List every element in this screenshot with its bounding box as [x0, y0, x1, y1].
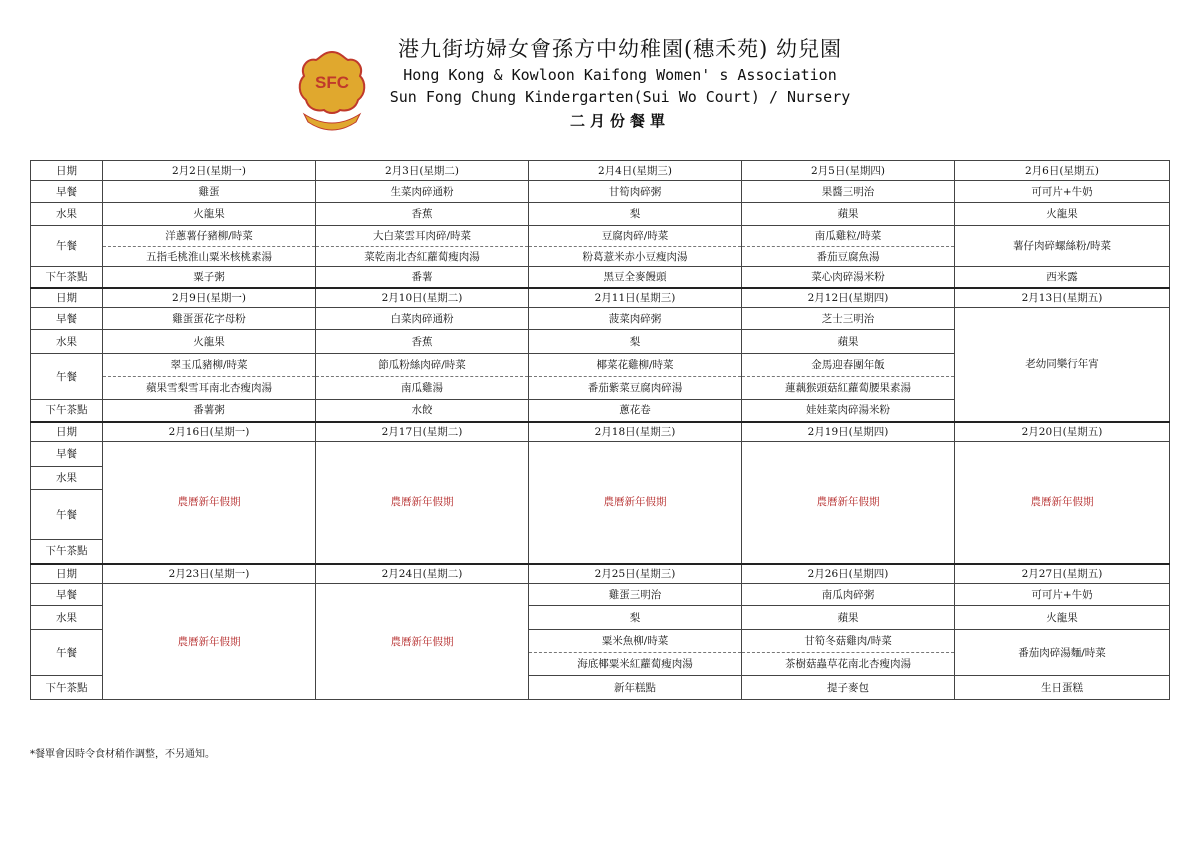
friday-event-cell: 老幼同樂行年宵	[955, 308, 1170, 422]
lunch-soup-cell: 海底椰粟米紅蘿蔔瘦肉湯	[529, 653, 742, 676]
fruit-cell: 蘋果	[742, 606, 955, 630]
label-breakfast: 早餐	[31, 181, 103, 203]
week2-date-row	[31, 288, 1170, 308]
fruit-cell: 火龍果	[103, 203, 316, 226]
label-fruit: 水果	[31, 467, 103, 490]
breakfast-cell: 可可片+牛奶	[955, 584, 1170, 606]
breakfast-cell: 菠菜肉碎粥	[529, 308, 742, 330]
fruit-cell: 梨	[529, 203, 742, 226]
lunch-soup-cell: 粉葛薏米赤小豆瘦肉湯	[529, 247, 742, 267]
snack-cell: 水餃	[316, 400, 529, 422]
fruit-cell: 蘋果	[742, 330, 955, 354]
lunch-friday-cell: 薯仔肉碎螺絲粉/時菜	[955, 226, 1170, 267]
menu-title: 二月份餐單	[569, 112, 670, 130]
week4-date-row	[31, 564, 1170, 584]
holiday-cell: 農曆新年假期	[316, 584, 529, 700]
lunch-soup-cell: 蘋果雪梨雪耳南北杏瘦肉湯	[103, 377, 316, 400]
week1-date-row	[31, 161, 1170, 181]
label-snack: 下午茶點	[31, 676, 103, 700]
lunch-main-cell: 節瓜粉絲肉碎/時菜	[316, 354, 529, 377]
label-snack: 下午茶點	[31, 540, 103, 564]
label-lunch: 午餐	[31, 226, 103, 267]
school-name-en-2: Sun Fong Chung Kindergarten(Sui Wo Court) / Nursery	[389, 88, 851, 106]
week3-breakfast-row	[31, 442, 1170, 467]
snack-cell: 新年糕點	[529, 676, 742, 700]
label-fruit: 水果	[31, 203, 103, 226]
label-breakfast: 早餐	[31, 584, 103, 606]
menu-table	[30, 160, 1170, 700]
lunch-main-cell: 豆腐肉碎/時菜	[529, 226, 742, 247]
school-name-cn: 港九街坊婦女會孫方中幼稚園(穗禾苑) 幼兒園	[397, 37, 843, 61]
label-snack: 下午茶點	[31, 267, 103, 288]
week1-fruit-row	[31, 203, 1170, 226]
label-breakfast: 早餐	[31, 442, 103, 467]
snack-cell: 番薯粥	[103, 400, 316, 422]
lunch-soup-cell: 番茄豆腐魚湯	[742, 247, 955, 267]
breakfast-cell: 雞蛋	[103, 181, 316, 203]
snack-cell: 提子麥包	[742, 676, 955, 700]
snack-cell: 娃娃菜肉碎湯米粉	[742, 400, 955, 422]
date-cell: 2月17日(星期二)	[316, 422, 529, 442]
snack-cell: 蔥花卷	[529, 400, 742, 422]
lunch-soup-cell: 蓮藕猴頭菇紅蘿蔔腰果素湯	[742, 377, 955, 400]
week4-breakfast-row	[31, 584, 1170, 606]
date-cell: 2月10日(星期二)	[316, 288, 529, 308]
week2-breakfast-row	[31, 308, 1170, 330]
date-cell: 2月18日(星期三)	[529, 422, 742, 442]
fruit-cell: 香蕉	[316, 330, 529, 354]
school-name-en-1: Hong Kong & Kowloon Kaifong Women' s Association	[403, 66, 837, 84]
title-block	[380, 34, 860, 134]
lunch-main-cell: 翠玉瓜豬柳/時菜	[103, 354, 316, 377]
lunch-main-cell: 粟米魚柳/時菜	[529, 630, 742, 653]
date-cell: 2月19日(星期四)	[742, 422, 955, 442]
label-snack: 下午茶點	[31, 400, 103, 422]
label-date: 日期	[31, 422, 103, 442]
footnote: *餐單會因時令食材稍作調整，不另通知。	[30, 749, 215, 760]
week1-snack-row	[31, 267, 1170, 288]
label-lunch: 午餐	[31, 354, 103, 400]
breakfast-cell: 甘筍肉碎粥	[529, 181, 742, 203]
label-fruit: 水果	[31, 606, 103, 630]
date-cell: 2月26日(星期四)	[742, 564, 955, 584]
label-lunch: 午餐	[31, 490, 103, 540]
holiday-cell: 農曆新年假期	[742, 442, 955, 564]
label-fruit: 水果	[31, 330, 103, 354]
holiday-cell: 農曆新年假期	[103, 584, 316, 700]
logo-text: SFC	[315, 73, 349, 92]
date-cell: 2月25日(星期三)	[529, 564, 742, 584]
breakfast-cell: 芝士三明治	[742, 308, 955, 330]
fruit-cell: 火龍果	[103, 330, 316, 354]
date-cell: 2月12日(星期四)	[742, 288, 955, 308]
lunch-friday-cell: 番茄肉碎湯麵/時菜	[955, 630, 1170, 676]
snack-cell: 生日蛋糕	[955, 676, 1170, 700]
school-logo-icon	[296, 48, 368, 136]
fruit-cell: 火龍果	[955, 606, 1170, 630]
week3-date-row	[31, 422, 1170, 442]
lunch-soup-cell: 南瓜雞湯	[316, 377, 529, 400]
breakfast-cell: 雞蛋蛋花字母粉	[103, 308, 316, 330]
holiday-cell: 農曆新年假期	[103, 442, 316, 564]
lunch-main-cell: 甘筍冬菇雞肉/時菜	[742, 630, 955, 653]
date-cell: 2月24日(星期二)	[316, 564, 529, 584]
fruit-cell: 梨	[529, 606, 742, 630]
fruit-cell: 梨	[529, 330, 742, 354]
lunch-main-cell: 洋蔥薯仔豬柳/時菜	[103, 226, 316, 247]
label-date: 日期	[31, 161, 103, 181]
label-breakfast: 早餐	[31, 308, 103, 330]
snack-cell: 黑豆全麥饅頭	[529, 267, 742, 288]
snack-cell: 菜心肉碎湯米粉	[742, 267, 955, 288]
date-cell: 2月4日(星期三)	[529, 161, 742, 181]
date-cell: 2月3日(星期二)	[316, 161, 529, 181]
date-cell: 2月23日(星期一)	[103, 564, 316, 584]
holiday-cell: 農曆新年假期	[529, 442, 742, 564]
breakfast-cell: 生菜肉碎通粉	[316, 181, 529, 203]
snack-cell: 粟子粥	[103, 267, 316, 288]
breakfast-cell: 果醬三明治	[742, 181, 955, 203]
date-cell: 2月5日(星期四)	[742, 161, 955, 181]
date-cell: 2月9日(星期一)	[103, 288, 316, 308]
breakfast-cell: 白菜肉碎通粉	[316, 308, 529, 330]
date-cell: 2月11日(星期三)	[529, 288, 742, 308]
label-lunch: 午餐	[31, 630, 103, 676]
week1-lunch-row-a	[31, 226, 1170, 247]
week1-breakfast-row	[31, 181, 1170, 203]
holiday-cell: 農曆新年假期	[955, 442, 1170, 564]
lunch-soup-cell: 番茄紫菜豆腐肉碎湯	[529, 377, 742, 400]
date-cell: 2月6日(星期五)	[955, 161, 1170, 181]
date-cell: 2月20日(星期五)	[955, 422, 1170, 442]
date-cell: 2月16日(星期一)	[103, 422, 316, 442]
page-header	[0, 30, 1200, 140]
fruit-cell: 香蕉	[316, 203, 529, 226]
holiday-cell: 農曆新年假期	[316, 442, 529, 564]
lunch-main-cell: 南瓜雞粒/時菜	[742, 226, 955, 247]
label-date: 日期	[31, 564, 103, 584]
lunch-soup-cell: 五指毛桃淮山粟米核桃素湯	[103, 247, 316, 267]
breakfast-cell: 南瓜肉碎粥	[742, 584, 955, 606]
date-cell: 2月13日(星期五)	[955, 288, 1170, 308]
lunch-main-cell: 椰菜花雞柳/時菜	[529, 354, 742, 377]
snack-cell: 番薯	[316, 267, 529, 288]
snack-cell: 西米露	[955, 267, 1170, 288]
lunch-main-cell: 大白菜雲耳肉碎/時菜	[316, 226, 529, 247]
fruit-cell: 蘋果	[742, 203, 955, 226]
lunch-soup-cell: 茶樹菇蟲草花南北杏瘦肉湯	[742, 653, 955, 676]
label-date: 日期	[31, 288, 103, 308]
date-cell: 2月27日(星期五)	[955, 564, 1170, 584]
breakfast-cell: 雞蛋三明治	[529, 584, 742, 606]
date-cell: 2月2日(星期一)	[103, 161, 316, 181]
lunch-main-cell: 金馬迎春團年飯	[742, 354, 955, 377]
fruit-cell: 火龍果	[955, 203, 1170, 226]
lunch-soup-cell: 菜乾南北杏紅蘿蔔瘦肉湯	[316, 247, 529, 267]
breakfast-cell: 可可片+牛奶	[955, 181, 1170, 203]
